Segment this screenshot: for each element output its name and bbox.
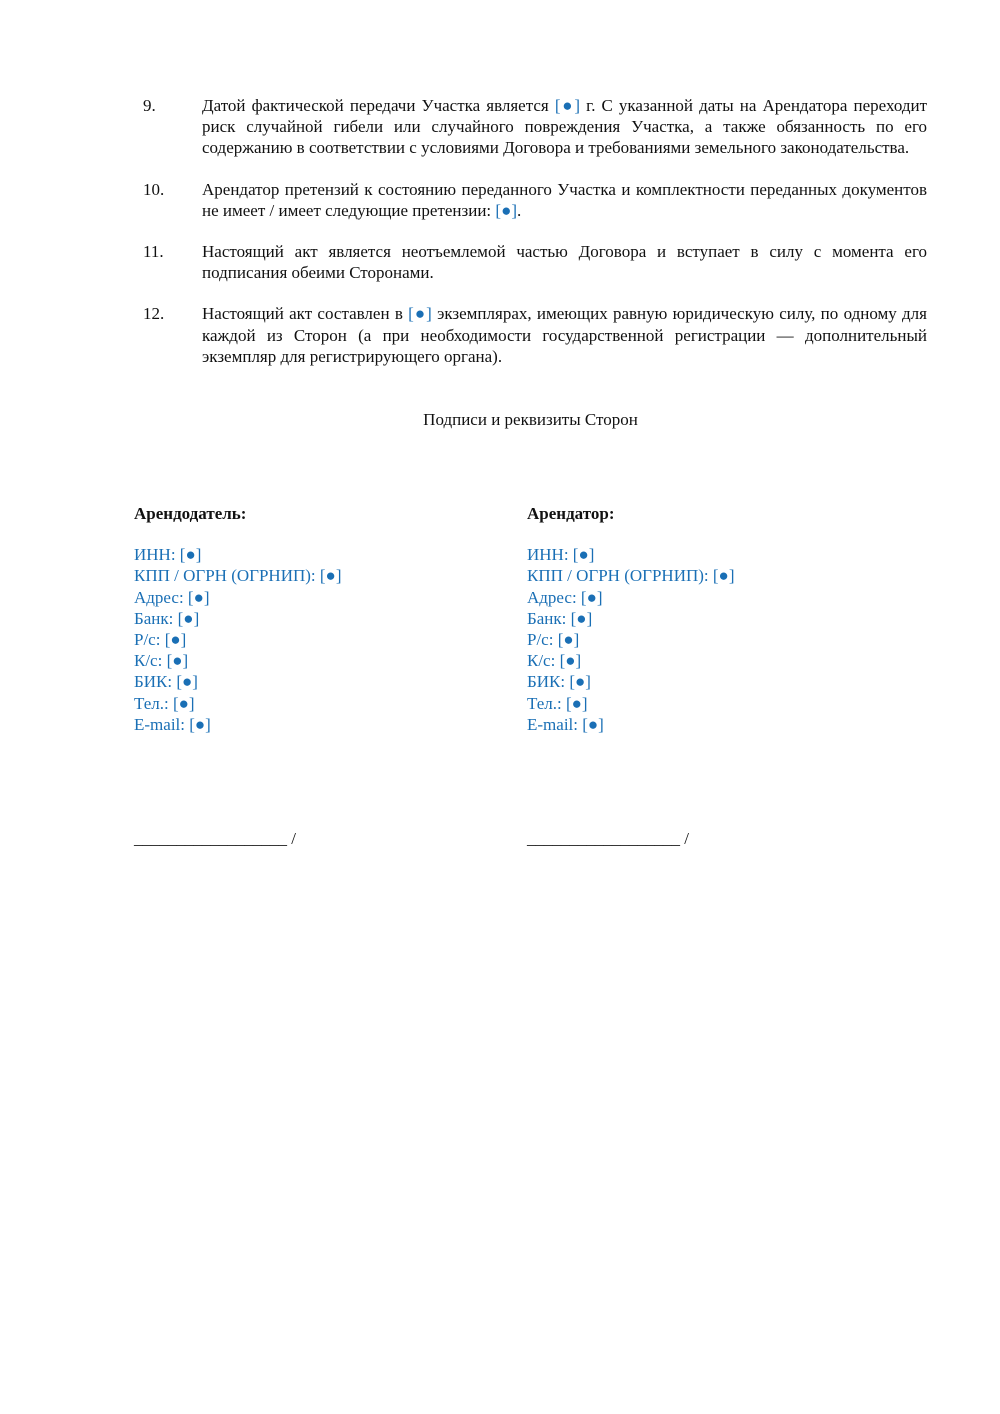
lessor-kpp-ogrn: КПП / ОГРН (ОГРНИП): [●]	[134, 566, 342, 586]
lessor-title: Арендодатель:	[134, 504, 247, 523]
clause-number: 11.	[143, 242, 164, 262]
clause-item	[134, 303, 927, 367]
clause-number: 10.	[143, 179, 165, 199]
lessee-corr-account: К/с: [●]	[527, 651, 582, 671]
clause-text-before: Датой фактической передачи Участка является	[202, 96, 555, 115]
clause-list	[134, 95, 927, 387]
clause-text-after: .	[517, 200, 522, 220]
lessor-inn: ИНН: [●]	[134, 545, 202, 565]
placeholder-marker: [●]	[554, 96, 581, 115]
lessor-bik: БИК: [●]	[134, 672, 198, 692]
clause-text	[202, 95, 927, 159]
lessee-title: Арендатор:	[527, 504, 615, 523]
lessor-phone: Тел.: [●]	[134, 693, 195, 713]
lessee-phone: Тел.: [●]	[527, 693, 588, 713]
signatures-heading: Подписи и реквизиты Сторон	[423, 410, 638, 429]
clause-text-after: г. С указанной даты на Арендатора переходит риск случайной гибели или случайного повреждения Участка, а также обязанность по его содержанию в соответствии с условиями Договора и требованиями земельного законодательства.	[202, 96, 928, 158]
clause-number: 9.	[143, 96, 156, 115]
lessee-account: Р/с: [●]	[527, 630, 580, 650]
clause-item	[134, 95, 927, 159]
clause-item	[134, 241, 927, 283]
lessee-signature-line: __________________ /	[527, 829, 689, 848]
clause-text	[202, 179, 927, 221]
lessee-bik: БИК: [●]	[527, 672, 591, 692]
lessee-address: Адрес: [●]	[527, 587, 603, 607]
lessee-requisites	[527, 503, 887, 735]
lessor-signature-line: __________________ /	[134, 829, 296, 848]
placeholder-marker: [●]	[495, 200, 517, 220]
lessee-bank: Банк: [●]	[527, 608, 593, 628]
lessor-bank: Банк: [●]	[134, 608, 200, 628]
clause-text-after: экземплярах, имеющих равную юридическую силу, по одному для каждой из Сторон (а при необходимости государственной регистрации — дополнительный экземпляр для регистрирующего органа).	[202, 304, 927, 366]
clause-text-before: Настоящий акт составлен в	[202, 304, 409, 324]
clause-number: 12.	[143, 304, 165, 324]
clause-text	[202, 241, 927, 283]
lessor-address: Адрес: [●]	[134, 587, 210, 607]
lessee-kpp-ogrn: КПП / ОГРН (ОГРНИП): [●]	[527, 566, 735, 586]
lessor-corr-account: К/с: [●]	[134, 651, 189, 671]
lessor-email: E-mail: [●]	[134, 714, 211, 734]
lessor-requisites	[134, 503, 494, 735]
clause-text	[202, 303, 927, 367]
lessee-email: E-mail: [●]	[527, 714, 604, 734]
placeholder-marker: [●]	[408, 304, 432, 324]
clause-text-before: Настоящий акт является неотъемлемой частью Договора и вступает в силу с момента его подписания обеими Сторонами.	[202, 242, 927, 283]
lessor-account: Р/с: [●]	[134, 630, 187, 650]
lessee-inn: ИНН: [●]	[527, 545, 595, 565]
clause-item	[134, 179, 927, 221]
clause-text-before: Арендатор претензий к состоянию переданного Участка и комплектности переданных документов не имеет / имеет следующие претензии:	[202, 179, 927, 220]
